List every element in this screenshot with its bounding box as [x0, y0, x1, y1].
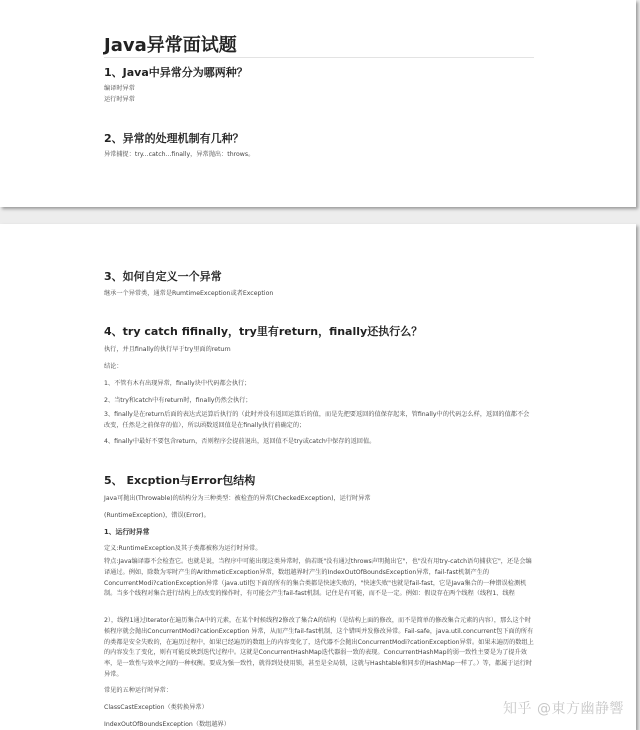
- q4-point-4: 4、finally中最好不要包含return，否则程序会提前退出，返回值不是try或catch中保存的返回值。: [104, 438, 376, 445]
- q4-heading: 4、try catch fifinally，try里有return，finally还执行么？: [104, 325, 423, 338]
- q1-line-2: 运行时异常: [104, 96, 135, 103]
- zhihu-watermark: 知乎 @東方幽静響: [503, 701, 624, 717]
- q1-line-1: 编译时异常: [104, 85, 135, 92]
- document-page-1: [0, 0, 636, 207]
- q5-heading: 5、 Excption与Error包结构: [104, 474, 256, 487]
- document-title: Java异常面试题: [104, 35, 237, 56]
- q4-point-2: 2、当try和catch中有return时，finally仍然会执行；: [104, 397, 252, 404]
- q5-features-paragraph: 特点:Java编译器不会检查它。也就是说，当程序中可能出现这类异常时，倘若既"没有通过throws声明抛出它"，也"没有用try-catch语句捕获它"，还是会编译通过。例如，除数为零时产生的ArithmeticException异常，数组越界时产生的IndexOutOfBoundsException异常，fail-fast机制产生的ConcurrentModi?cationException异常（java.util包下面的所有的集合类都是快速失败的，"快速失败"也就是fail-fast，它是Java集合的一种错误检测机制。当多个线程对集合进行结构上的改变的操作时，有可能会产生fail-fast机制。记住是有可能，而不是一定。例如：假设存在两个线程（线程1、线程: [104, 558, 532, 598]
- q5-exception-1: ClassCastException（类转换异常）: [104, 704, 208, 711]
- q4-point-1: 1、不管有木有出现异常，finally块中代码都会执行；: [104, 380, 251, 387]
- q2-text: 异常捕捉：try...catch...finally，异常抛出：throws。: [104, 151, 255, 158]
- q4-conclusion-label: 结论：: [104, 363, 123, 370]
- document-page-2: [0, 224, 636, 730]
- q5-exception-2: IndexOutOfBoundsException（数组越界）: [104, 721, 230, 728]
- q5-intro-line-1: Java可抛出(Throwable)的结构分为三种类型：被检查的异常(CheckedException)，运行时异常: [104, 495, 371, 502]
- q5-definition: 定义:RuntimeException及其子类都被称为运行时异常。: [104, 545, 262, 552]
- q1-heading: 1、Java中异常分为哪两种？: [104, 66, 248, 79]
- q5-features-paragraph-2: 2），线程1通过Iterator在遍历集合A中的元素，在某个时候线程2修改了集合A的结构（是结构上面的修改，而不是简单的修改集合元素的内容），那么这个时候程序就会抛出ConcurrentModi?cationException 异常，从而产生fail-fast机制，这个错叫并发修改异常。Fail-safe，java.util.concurrent包下面的所有的类都是安全失败的，在遍历过程中，如果已经遍历的数组上的内容变化了，迭代器不会抛出ConcurrentModi?cationException异常。如果未遍历的数组上的内容发生了变化，则有可能反映到迭代过程中。这就是ConcurrentHashMap迭代器弱一致的表现。ConcurrentHashMap的弱一致性主要是为了提升效率，是一致性与效率之间的一种权衡。要成为强一致性，就得到处使用锁，甚至是全局锁，这就与Hashtable和同步的HashMap一样了。）等，都属于运行时异常。: [104, 617, 534, 678]
- q2-heading: 2、异常的处理机制有几种？: [104, 132, 244, 145]
- q4-intro: 执行，并且finally的执行早于try里面的return: [104, 346, 231, 353]
- q5-subheading-runtime: 1、运行时异常: [104, 528, 150, 536]
- title-divider: [104, 57, 534, 58]
- q4-point-3: 3、finally是在return后面的表达式运算后执行的（此时并没有返回运算后的值，而是先把要返回的值保存起来，管finally中的代码怎么样，返回的值都不会改变，任然是之前保存的值），所以函数返回值是在finally执行前确定的；: [104, 411, 530, 429]
- q3-heading: 3、如何自定义一个异常: [104, 270, 222, 283]
- q5-common-label: 常见的五种运行时异常：: [104, 687, 173, 694]
- q5-intro-line-2: (RuntimeException)，错误(Error)。: [104, 512, 210, 519]
- q3-text: 继承一个异常类，通常是RumtimeException或者Exception: [104, 290, 274, 297]
